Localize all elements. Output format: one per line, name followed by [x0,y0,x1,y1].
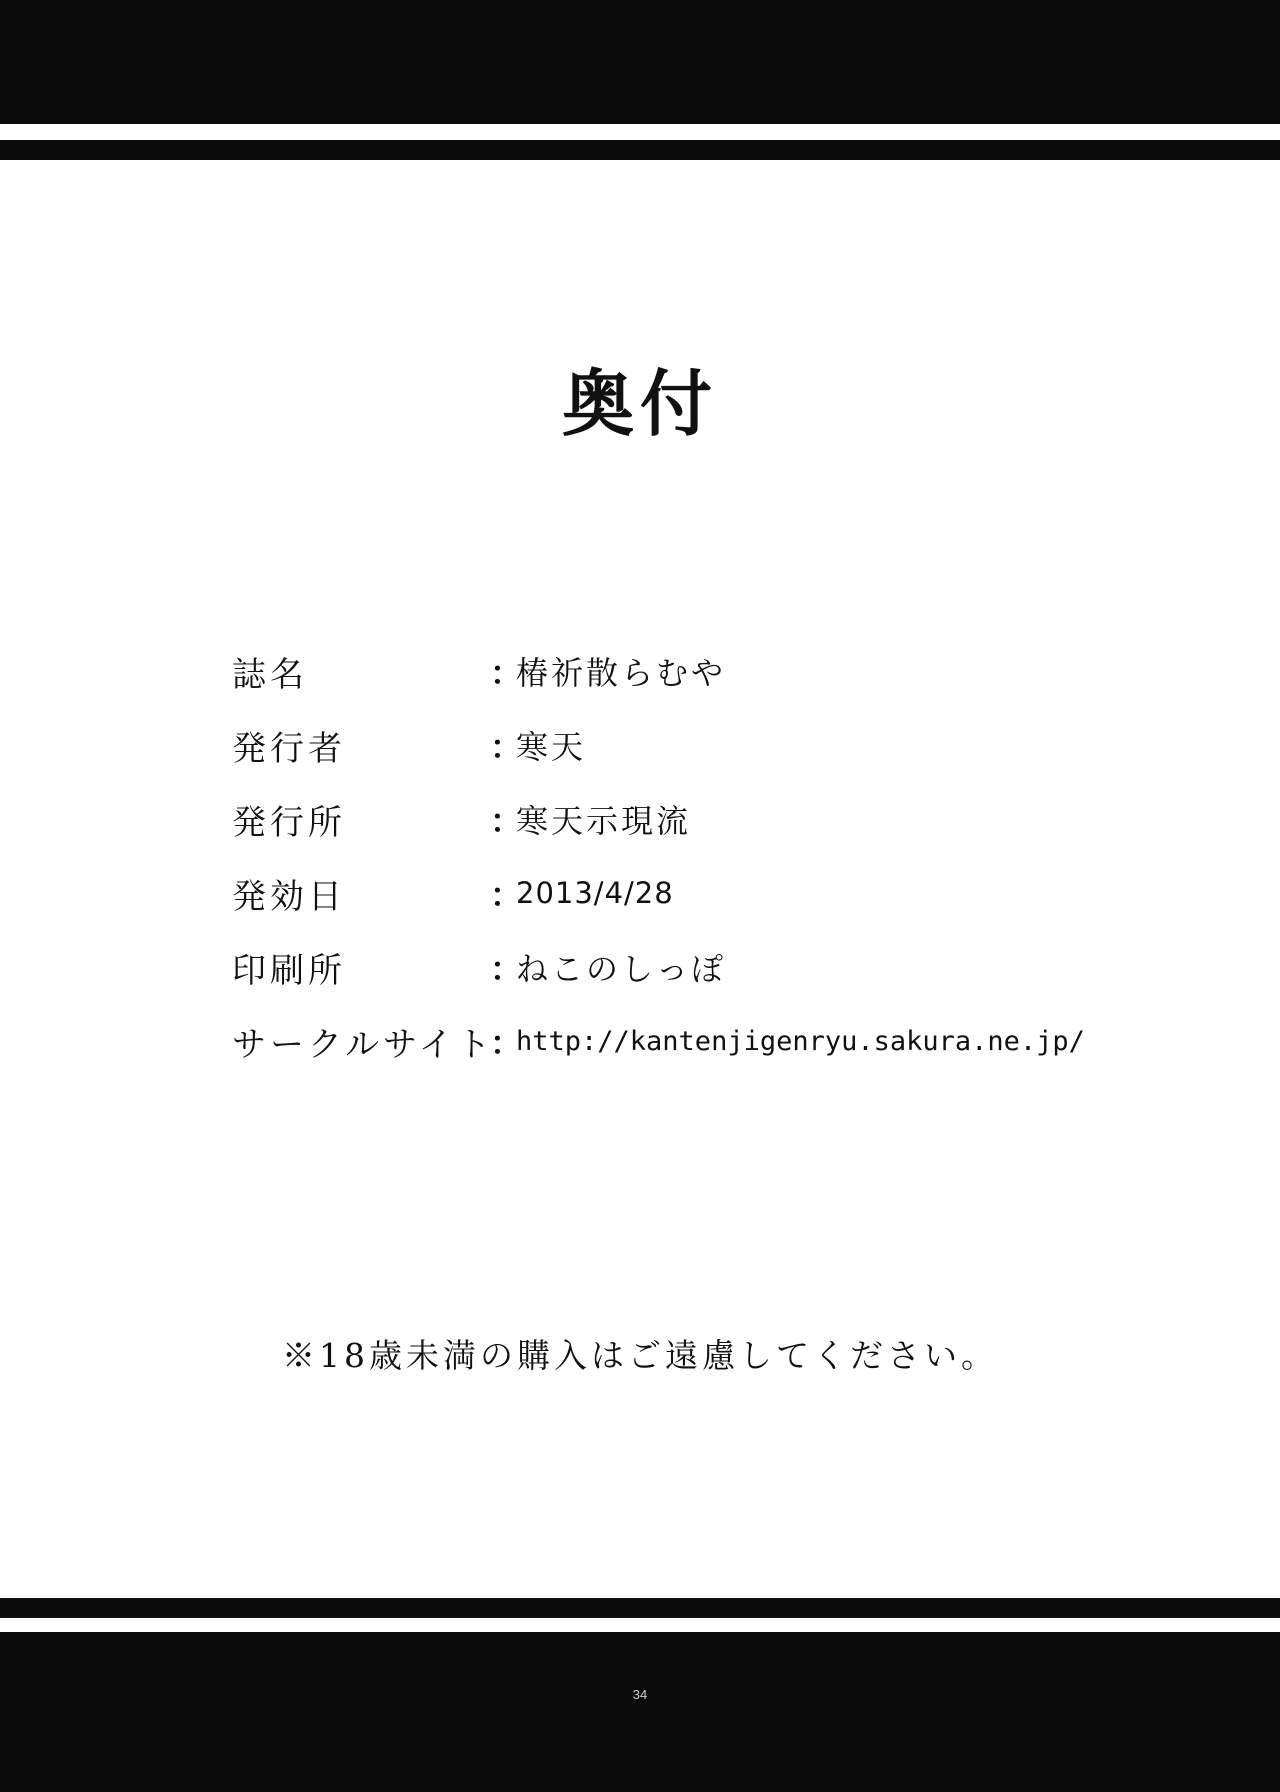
bottom-white-gap [0,1618,1280,1632]
row-separator: ： [490,1024,523,1062]
colophon-row-title [232,634,1132,708]
bottom-black-band [0,1632,1280,1792]
row-value: 2013/4/28 [516,876,674,910]
age-restriction-notice: ※18歳未満の購入はご遠慮してください。 [282,1336,998,1375]
row-separator: ： [490,654,523,692]
row-separator: ： [490,876,523,914]
top-black-stripe [0,140,1280,160]
row-label: サークルサイト [232,1024,495,1065]
row-separator: ： [490,802,523,840]
row-label: 発行者 [232,728,346,769]
colophon-row-website [232,1004,1132,1078]
row-separator: ： [490,728,523,766]
row-value: ねこのしっぽ [516,950,727,988]
top-black-band [0,0,1280,124]
colophon-table [232,634,1132,1078]
colophon-row-publisher [232,708,1132,782]
row-value: 椿祈散らむや [516,654,727,692]
row-value: 寒天示現流 [516,802,692,840]
row-value: 寒天 [516,728,587,766]
page-number: 34 [632,1687,648,1702]
top-white-gap [0,124,1280,140]
colophon-row-date [232,856,1132,930]
colophon-row-printer [232,930,1132,1004]
row-label: 印刷所 [232,950,346,991]
colophon-row-publishing-house [232,782,1132,856]
row-label: 誌名 [232,654,308,695]
row-label: 発行所 [232,802,346,843]
page-title: 奥付 [561,361,718,446]
website-url: http://kantenjigenryu.sakura.ne.jp/ [516,1025,1085,1057]
row-separator: ： [490,950,523,988]
bottom-black-stripe [0,1598,1280,1618]
row-label: 発効日 [232,876,346,917]
